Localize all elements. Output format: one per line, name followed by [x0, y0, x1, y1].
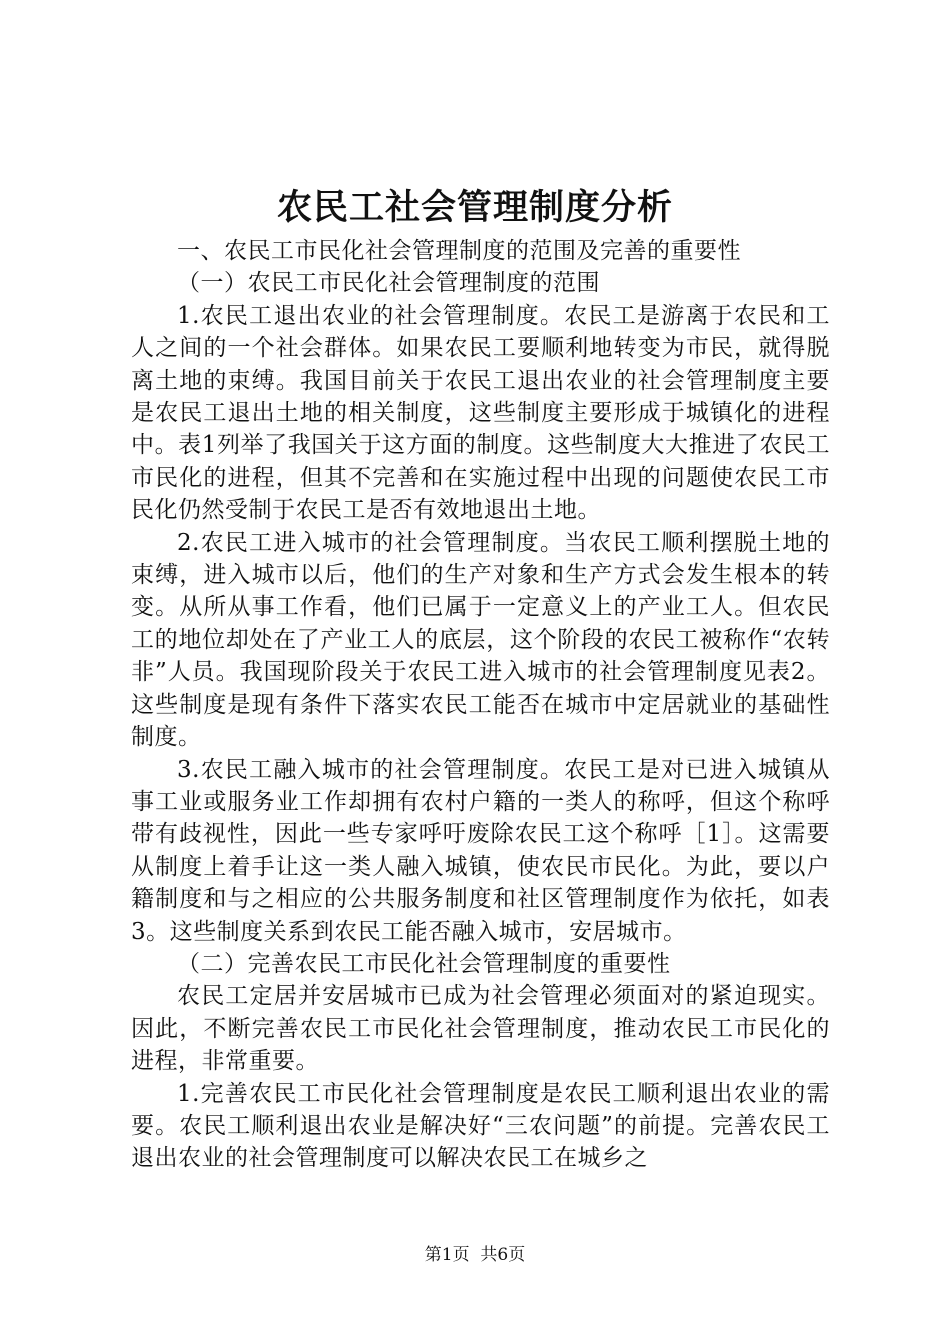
document-body [131, 235, 830, 1175]
page-footer [0, 1243, 950, 1267]
paragraph-enter-city: 2.农民工进入城市的社会管理制度。当农民工顺利摆脱土地的束缚，进入城市以后，他们的生产对象和生产方式会发生根本的转变。从所从事工作看，他们已属于一定意义上的产业工人。但农民工的地位却处在了产业工人的底层，这个阶段的农民工被称作“农转非”人员。我国现阶段关于农民工进入城市的社会管理制度见表2。这些制度是现有条件下落实农民工能否在城市中定居就业的基础性制度。 [131, 529, 830, 751]
paragraph-importance-1: 1.完善农民工市民化社会管理制度是农民工顺利退出农业的需要。农民工顺利退出农业是解决好“三农问题”的前提。完善农民工退出农业的社会管理制度可以解决农民工在城乡之 [131, 1080, 830, 1172]
paragraph-integrate-city: 3.农民工融入城市的社会管理制度。农民工是对已进入城镇从事工业或服务业工作却拥有农村户籍的一类人的称呼，但这个称呼带有歧视性，因此一些专家呼吁废除农民工这个称呼［1］。这需要从制度上着手让这一类人融入城镇，使农民市民化。为此，要以户籍制度和与之相应的公共服务制度和社区管理制度作为依托，如表3。这些制度关系到农民工能否融入城市，安居城市。 [131, 756, 830, 945]
subsection-heading-2: （二）完善农民工市民化社会管理制度的重要性 [177, 950, 671, 977]
footer-gap [470, 1245, 481, 1265]
document-title: 农民工社会管理制度分析 [276, 187, 673, 228]
page-total: 共6页 [480, 1245, 526, 1265]
paragraph-importance: 农民工定居并安居城市已成为社会管理必须面对的紧迫现实。因此，不断完善农民工市民化社会管理制度，推动农民工市民化的进程，非常重要。 [131, 983, 830, 1075]
page-number: 第1页 [424, 1245, 470, 1265]
subsection-heading-1: （一）农民工市民化社会管理制度的范围 [177, 270, 600, 297]
paragraph-exit-agriculture: 1.农民工退出农业的社会管理制度。农民工是游离于农民和工人之间的一个社会群体。如果农民工要顺利地转变为市民，就得脱离土地的束缚。我国目前关于农民工退出农业的社会管理制度主要是农民工退出土地的相关制度，这些制度主要形成于城镇化的进程中。表1列举了我国关于这方面的制度。这些制度大大推进了农民工市民化的进程，但其不完善和在实施过程中出现的问题使农民工市民化仍然受制于农民工是否有效地退出土地。 [131, 302, 830, 524]
section-heading-1: 一、农民工市民化社会管理制度的范围及完善的重要性 [177, 238, 741, 264]
